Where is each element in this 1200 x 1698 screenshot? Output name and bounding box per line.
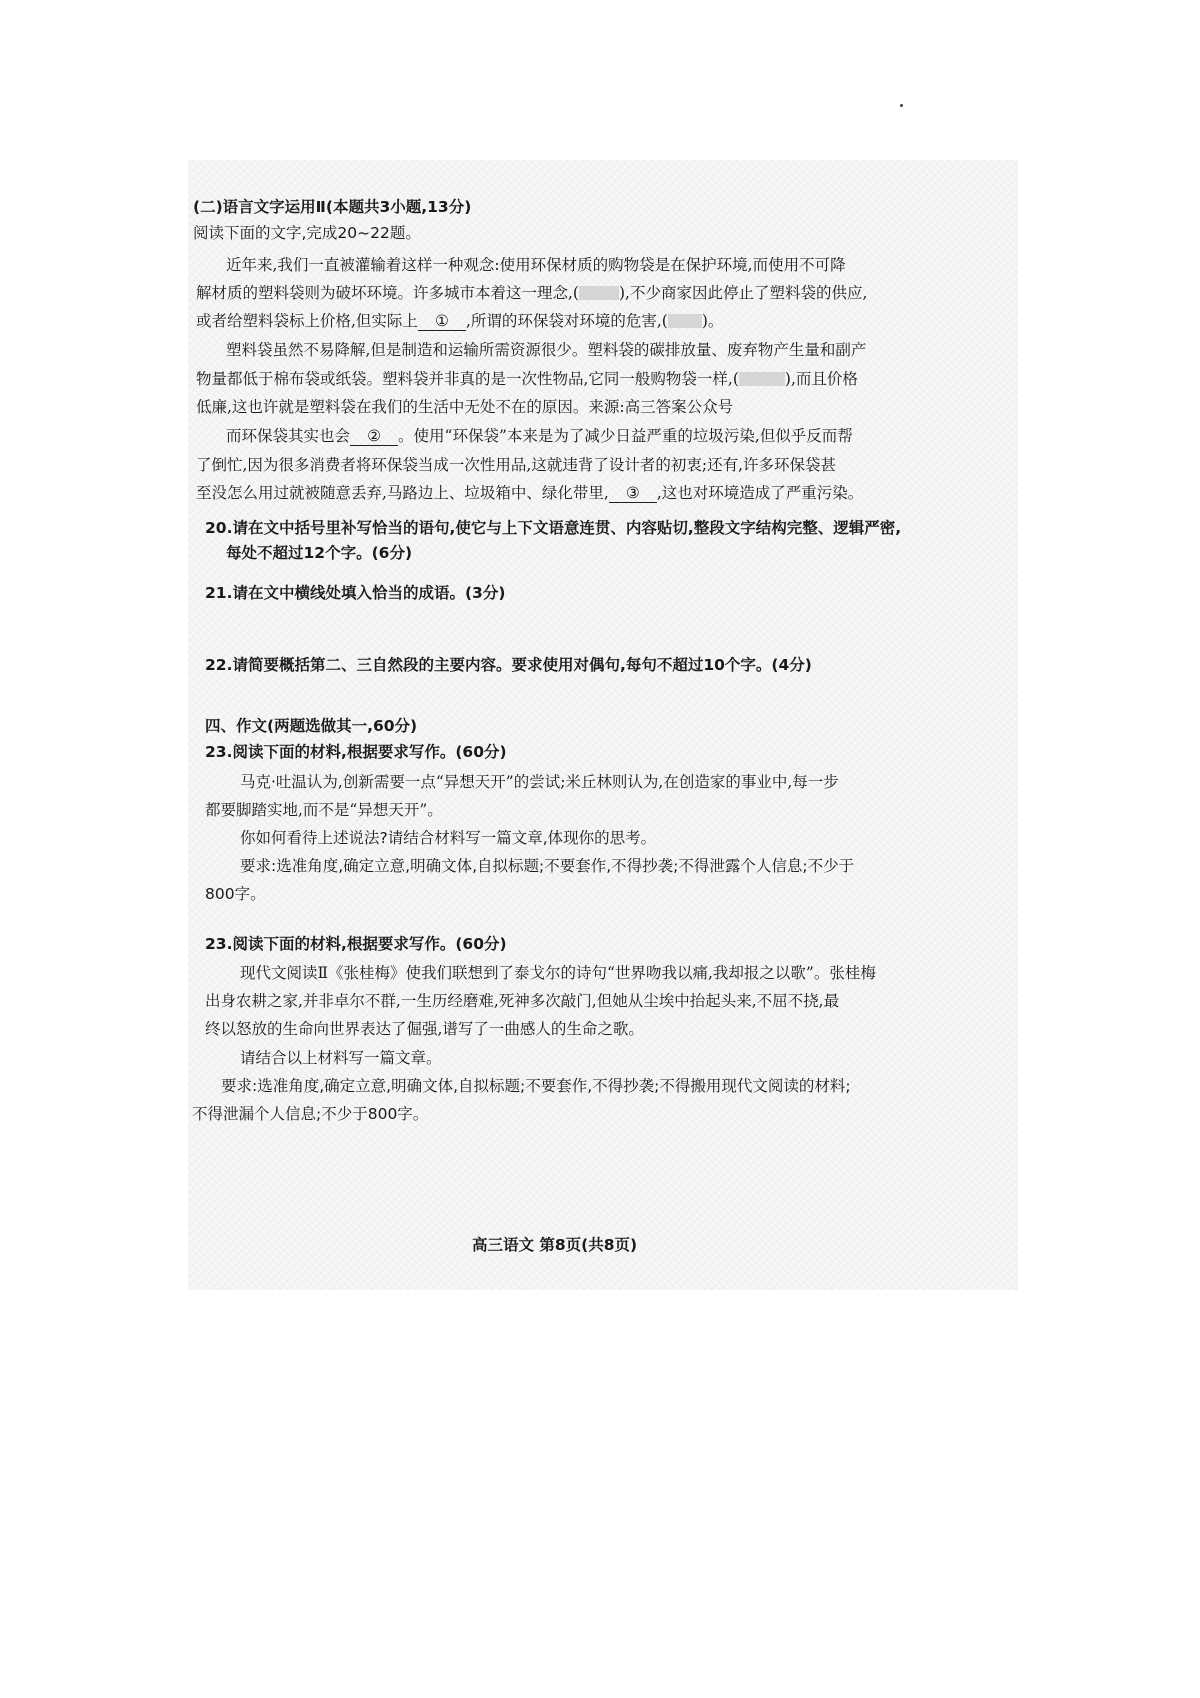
scan-speck (900, 104, 903, 107)
passage-p3-line1-a: 而环保袋其实也会 (226, 427, 351, 445)
passage-p3-line3-b: ,这也对环境造成了严重污染。 (656, 484, 864, 502)
answer-gap-1 (579, 286, 619, 300)
page-footer: 高三语文 第8页(共8页) (472, 1236, 638, 1254)
blank-3: ③ (609, 484, 657, 503)
question-20-line1: 20.请在文中括号里补写恰当的语句,使它与上下文语意连贯、内容贴切,整段文字结构完整、逻辑严密, (205, 519, 902, 537)
passage-p3-line1-b: 。使用“环保袋”本来是为了减少日益严重的垃圾污染,但似乎反而帮 (398, 427, 853, 445)
passage-p2-line1: 塑料袋虽然不易降解,但是制造和运输所需资源很少。塑料袋的碳排放量、废弃物产生量和副产 (226, 341, 867, 359)
passage-p1-line2 (196, 283, 867, 303)
essay-b-line1: 现代文阅读Ⅱ《张桂梅》使我们联想到了泰戈尔的诗句“世界吻我以痛,我却报之以歌”。张桂梅 (240, 964, 876, 982)
passage-p2-line3: 低廉,这也许就是塑料袋在我们的生活中无处不在的原因。来源:高三答案公众号 (196, 398, 734, 416)
question-20-line2: 每处不超过12个字。(6分) (226, 544, 413, 562)
passage-p3-line3 (196, 483, 863, 503)
passage-p1-line1: 近年来,我们一直被灌输着这样一种观念:使用环保材质的购物袋是在保护环境,而使用不可降 (226, 256, 846, 274)
section-heading: (二)语言文字运用Ⅱ(本题共3小题,13分) (193, 198, 472, 216)
passage-p2-line2-a: 物量都低于棉布袋或纸袋。塑料袋并非真的是一次性物品,它同一般购物袋一样,( (196, 370, 739, 388)
passage-p1-line3-a: 或者给塑料袋标上价格,但实际上 (196, 312, 418, 330)
essay-a-line3: 你如何看待上述说法?请结合材料写一篇文章,体现你的思考。 (240, 829, 657, 847)
question-22: 22.请简要概括第二、三自然段的主要内容。要求使用对偶句,每句不超过10个字。(4分) (205, 656, 812, 674)
essay-b-line6: 不得泄漏个人信息;不少于800字。 (192, 1105, 429, 1123)
passage-p1-line2-b: ),不少商家因此停止了塑料袋的供应, (618, 284, 868, 302)
essay-b-line2: 出身农耕之家,并非卓尔不群,一生历经磨难,死神多次敲门,但她从尘埃中抬起头来,不屈不挠,最 (205, 992, 840, 1010)
question-21: 21.请在文中横线处填入恰当的成语。(3分) (205, 584, 506, 602)
passage-p3-line1 (226, 426, 853, 446)
answer-gap-3 (739, 372, 785, 386)
passage-p2-line2-b: ),而且价格 (784, 370, 858, 388)
blank-1: ① (418, 312, 466, 331)
essay-b-line4: 请结合以上材料写一篇文章。 (240, 1049, 442, 1067)
passage-p1-line3-c: )。 (701, 312, 724, 330)
passage-p3-line3-a: 至没怎么用过就被随意丢弃,马路边上、垃圾箱中、绿化带里, (196, 484, 609, 502)
essay-b-line3: 终以怒放的生命向世界表达了倔强,谱写了一曲感人的生命之歌。 (205, 1020, 644, 1038)
essay-b-title: 23.阅读下面的材料,根据要求写作。(60分) (205, 935, 507, 953)
passage-p1-line3-b: ,所谓的环保袋对环境的危害,( (465, 312, 668, 330)
essay-a-line5: 800字。 (205, 885, 266, 903)
essay-a-title: 23.阅读下面的材料,根据要求写作。(60分) (205, 743, 507, 761)
essay-b-line5: 要求:选准角度,确定立意,明确文体,自拟标题;不要套作,不得抄袭;不得搬用现代文阅读的材料; (221, 1077, 851, 1095)
passage-p1-line2-a: 解材质的塑料袋则为破坏环境。许多城市本着这一理念,( (196, 284, 579, 302)
passage-p1-line3 (196, 311, 723, 331)
essay-heading: 四、作文(两题选做其一,60分) (205, 717, 418, 735)
answer-gap-2 (668, 314, 702, 328)
passage-p2-line2 (196, 369, 858, 389)
essay-a-line2: 都要脚踏实地,而不是“异想天开”。 (205, 801, 443, 819)
section-instruction: 阅读下面的文字,完成20~22题。 (193, 224, 421, 242)
passage-p3-line2: 了倒忙,因为很多消费者将环保袋当成一次性用品,这就违背了设计者的初衷;还有,许多环保袋甚 (196, 456, 837, 474)
essay-a-line1: 马克·吐温认为,创新需要一点“异想天开”的尝试;米丘林则认为,在创造家的事业中,每一步 (240, 773, 839, 791)
essay-a-line4: 要求:选准角度,确定立意,明确文体,自拟标题;不要套作,不得抄袭;不得泄露个人信息;不少于 (240, 857, 855, 875)
blank-2: ② (350, 427, 398, 446)
